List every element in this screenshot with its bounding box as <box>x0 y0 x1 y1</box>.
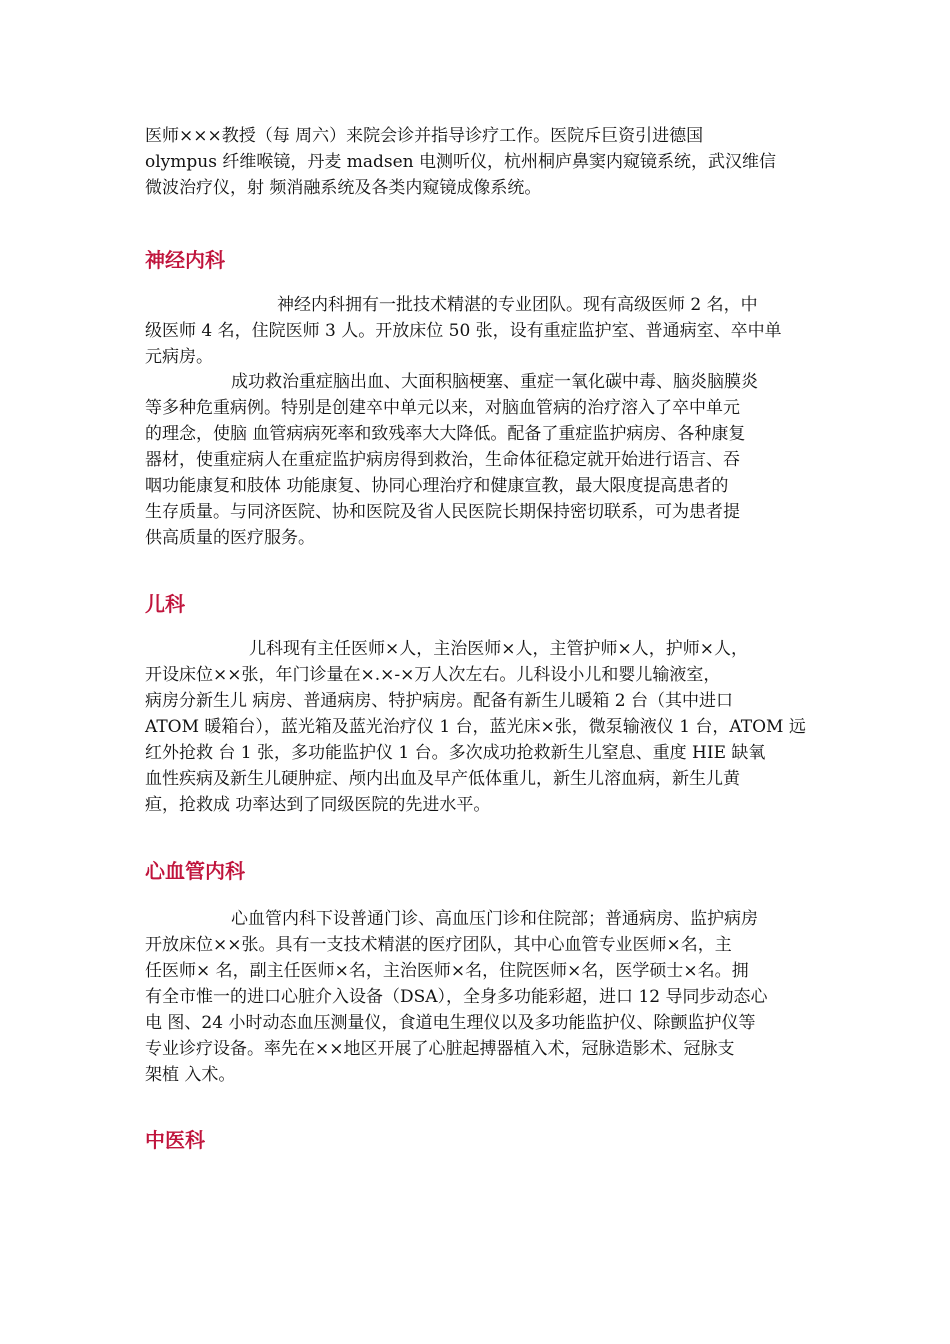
pediatrics-line: 开设床位××张，年门诊量在×.×-×万人次左右。儿科设小儿和婴儿输液室， <box>145 665 721 685</box>
intro-paragraph <box>145 123 810 201</box>
cardiology-line: 开放床位××张。具有一支技术精湛的医疗团队，其中心血管专业医师×名，主 <box>145 935 732 955</box>
pediatrics-paragraph <box>145 636 810 818</box>
pediatrics-line: 疸，抢救成 功率达到了同级医院的先进水平。 <box>145 795 491 815</box>
neurology-line: 供高质量的医疗服务。 <box>145 528 315 548</box>
neurology-line: 等多种危重病例。特别是创建卒中单元以来，对脑血管病的治疗溶入了卒中单元 <box>145 398 740 418</box>
cardiology-line: 架植 入术。 <box>145 1065 236 1085</box>
cardiology-heading: 心血管内科 <box>145 859 245 883</box>
intro-line: 医师×××教授（每 周六）来院会诊并指导诊疗工作。医院斥巨资引进德国 <box>145 126 704 146</box>
pediatrics-line: 儿科现有主任医师×人，主治医师×人，主管护师×人，护师×人， <box>249 639 748 659</box>
neurology-line: 器材，使重症病人在重症监护病房得到救治，生命体征稳定就开始进行语言、吞 <box>145 450 740 470</box>
neurology-line: 的理念，使脑 血管病病死率和致残率大大降低。配备了重症监护病房、各种康复 <box>145 424 746 444</box>
neurology-paragraph-2 <box>145 369 810 551</box>
neurology-heading: 神经内科 <box>145 248 225 272</box>
neurology-line: 生存质量。与同济医院、协和医院及省人民医院长期保持密切联系，可为患者提 <box>145 502 740 522</box>
neurology-line: 神经内科拥有一批技术精湛的专业团队。现有高级医师 2 名，中 <box>277 295 758 315</box>
neurology-paragraph-1 <box>145 292 810 370</box>
neurology-line: 级医师 4 名，住院医师 3 人。开放床位 50 张，设有重症监护室、普通病室、卒中单 <box>145 321 782 341</box>
pediatrics-line: 红外抢救 台 1 张，多功能监护仪 1 台。多次成功抢救新生儿窒息、重度 HIE 缺氧 <box>145 743 766 763</box>
intro-line: 微波治疗仪，射 频消融系统及各类内窥镜成像系统。 <box>145 178 542 198</box>
neurology-line: 元病房。 <box>145 347 213 367</box>
cardiology-line: 专业诊疗设备。率先在××地区开展了心脏起搏器植入术，冠脉造影术、冠脉支 <box>145 1039 735 1059</box>
cardiology-line: 有全市惟一的进口心脏介入设备（DSA），全身多功能彩超，进口 12 导同步动态心 <box>145 987 768 1007</box>
intro-line: olympus 纤维喉镜，丹麦 madsen 电测听仪，杭州桐庐鼻窦内窥镜系统，武汉维信 <box>145 152 777 172</box>
tcm-heading: 中医科 <box>145 1128 205 1152</box>
pediatrics-line: ATOM 暖箱台），蓝光箱及蓝光治疗仪 1 台，蓝光床×张，微泵输液仪 1 台，ATOM 远 <box>145 717 806 737</box>
cardiology-line: 电 图、24 小时动态血压测量仪，食道电生理仪以及多功能监护仪、除颤监护仪等 <box>145 1013 756 1033</box>
cardiology-paragraph <box>145 906 810 1088</box>
neurology-line: 咽功能康复和肢体 功能康复、协同心理治疗和健康宣教，最大限度提高患者的 <box>145 476 729 496</box>
neurology-line: 成功救治重症脑出血、大面积脑梗塞、重症一氧化碳中毒、脑炎脑膜炎 <box>231 372 758 392</box>
cardiology-line: 任医师× 名，副主任医师×名，主治医师×名，住院医师×名，医学硕士×名。拥 <box>145 961 749 981</box>
pediatrics-heading: 儿科 <box>145 592 185 616</box>
pediatrics-line: 血性疾病及新生儿硬肿症、颅内出血及早产低体重儿，新生儿溶血病，新生儿黄 <box>145 769 740 789</box>
cardiology-line: 心血管内科下设普通门诊、高血压门诊和住院部；普通病房、监护病房 <box>231 909 758 929</box>
pediatrics-line: 病房分新生儿 病房、普通病房、特护病房。配备有新生儿暖箱 2 台（其中进口 <box>145 691 734 711</box>
